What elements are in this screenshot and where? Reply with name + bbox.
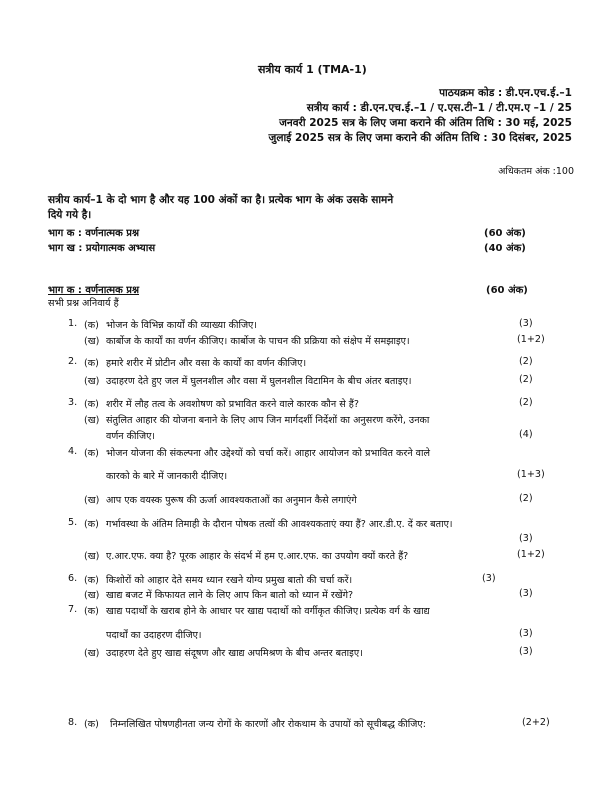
question-text: निम्नलिखित पोषणहीनता जन्य रोगों के कारणों और रोकथाम के उपायों को सूचीबद्ध कीजिए: (110, 719, 426, 730)
section-heading: भाग क : वर्णनात्मक प्रश्न (48, 285, 140, 296)
question-marks: (1+2) (517, 549, 545, 560)
question-text: खाद्य पदार्थों के खराब होने के आधार पर खाद्य पदार्थो को वर्गीकृत कीजिए। प्रत्येक वर्ग के खाद्य (106, 606, 430, 617)
question-label: (ख) (84, 336, 100, 347)
question-number: 7. (68, 604, 78, 615)
question-text-continued: कारको के बारे में जानकारी दीजिए। (106, 471, 228, 482)
january-deadline: जनवरी 2025 सत्र के लिए जमा कराने की अंतिम तिथि : 30 मई, 2025 (279, 117, 572, 129)
question-number: 3. (68, 397, 78, 408)
question-number: 1. (68, 318, 78, 329)
question-marks: (1+2) (517, 334, 545, 345)
question-marks: (3) (519, 318, 533, 329)
max-marks: अधिकतम अंक :100 (498, 166, 574, 177)
question-number: 2. (68, 356, 78, 367)
question-text: खाद्य बजट में किफायत लाने के लिए आप किन बातो को ध्यान में रखेंगे? (106, 590, 354, 601)
question-text: आप एक वयस्क पुरूष की ऊर्जा आवश्यकताओं का अनुमान कैसे लगाएंगे (106, 495, 357, 506)
question-label: (क) (84, 606, 99, 617)
july-deadline: जुलाई 2025 सत्र के लिए जमा कराने की अंतिम तिथि : 30 दिसंबर, 2025 (268, 132, 572, 144)
question-marks: (2) (519, 356, 533, 367)
question-label: (क) (84, 719, 99, 730)
part-a-label: भाग क : वर्णनात्मक प्रश्न (48, 228, 140, 239)
question-text: शरीर में लौह तत्व के अवशोषण को प्रभावित करने वाले कारक कौन से हैं? (106, 399, 359, 410)
intro-line-1: सत्रीय कार्य–1 के दो भाग है और यह 100 अंकों का है। प्रत्येक भाग के अंक उसके सामने (48, 194, 394, 206)
section-note: सभी प्रश्न अनिवार्य हैं (48, 298, 119, 309)
question-marks: (3) (519, 533, 533, 544)
question-marks: (3) (519, 646, 533, 657)
part-b-label: भाग ख : प्रयोगात्मक अभ्यास (48, 243, 156, 254)
question-text: संतुलित आहार की योजना बनाने के लिए आप जिन मार्गदर्शी निर्देशों का अनुसरण करेंगे, उनका (106, 415, 430, 426)
intro-line-2: दिये गये है। (48, 209, 92, 221)
part-b-marks: (40 अंक) (484, 243, 526, 254)
question-number: 4. (68, 446, 78, 457)
question-label: (ख) (84, 590, 100, 601)
question-label: (क) (84, 399, 99, 410)
question-text: हमारे शरीर में प्रोटीन और वसा के कार्यों का वर्णन कीजिए। (106, 358, 307, 369)
question-text: भोजन योजना की संकल्पना और उद्देश्यों को चर्चा करें। आहार आयोजन को प्रभावित करने वाले (106, 448, 431, 459)
assignment-title: सत्रीय कार्य 1 (TMA-1) (258, 63, 367, 76)
question-number: 8. (68, 717, 78, 728)
question-number: 6. (68, 573, 78, 584)
question-text: किशोरों को आहार देते समय ध्यान रखने योग्य प्रमुख बातो की चर्चा करें। (106, 575, 353, 586)
question-label: (क) (84, 320, 99, 331)
question-label: (ख) (84, 648, 100, 659)
question-number: 5. (68, 517, 78, 528)
question-label: (ख) (84, 415, 100, 426)
question-label: (क) (84, 519, 99, 530)
question-text: उदाहरण देते हुए खाद्य संदूषण और खाद्य अपमिश्रण के बीच अन्तर बताइए। (106, 648, 363, 659)
question-marks: (2) (519, 397, 533, 408)
section-heading-marks: (60 अंक) (486, 285, 528, 296)
question-marks: (3) (482, 573, 496, 584)
question-marks: (3) (519, 628, 533, 639)
question-label: (क) (84, 448, 99, 459)
question-label: (ख) (84, 551, 100, 562)
question-text: ए.आर.एफ. क्या है? पूरक आहार के संदर्भ में हम ए.आर.एफ. का उपयोग क्यों करते हैं? (106, 551, 409, 562)
question-text: उदाहरण देते हुए जल में घुलनशील और वसा में घुलनशील विटामिन के बीच अंतर बताइए। (106, 376, 412, 387)
question-marks: (4) (519, 429, 533, 440)
question-label: (क) (84, 575, 99, 586)
question-label: (ख) (84, 495, 100, 506)
question-text: भोजन के विभिन्न कार्यों की व्याख्या कीजिए। (106, 320, 257, 331)
question-text-continued: वर्णन कीजिए। (106, 431, 156, 442)
question-marks: (2) (519, 374, 533, 385)
question-marks: (1+3) (517, 469, 545, 480)
question-text: गर्भावस्था के अंतिम तिमाही के दौरान पोषक तत्वों की आवश्यकताएं क्या हैं? आर.डी.ए. दें कर बताए। (106, 519, 453, 530)
part-a-marks: (60 अंक) (484, 228, 526, 239)
question-text-continued: पदार्थों का उदाहरण दीजिए। (106, 630, 202, 641)
question-label: (ख) (84, 376, 100, 387)
question-marks: (3) (519, 588, 533, 599)
assignment-code: सत्रीय कार्य : डी.एन.एच.ई.–1 / ए.एस.टी–1 / टी.एम.ए –1 / 25 (306, 102, 572, 114)
question-marks: (2+2) (522, 717, 550, 728)
question-label: (क) (84, 358, 99, 369)
question-marks: (2) (519, 493, 533, 504)
course-code: पाठयक्रम कोड : डी.एन.एच.ई.–1 (439, 87, 572, 99)
question-text: कार्बोज के कार्यों का वर्णन कीजिए। कार्बोज के पाचन की प्रक्रिया को संक्षेप में समझाइए। (106, 336, 410, 347)
